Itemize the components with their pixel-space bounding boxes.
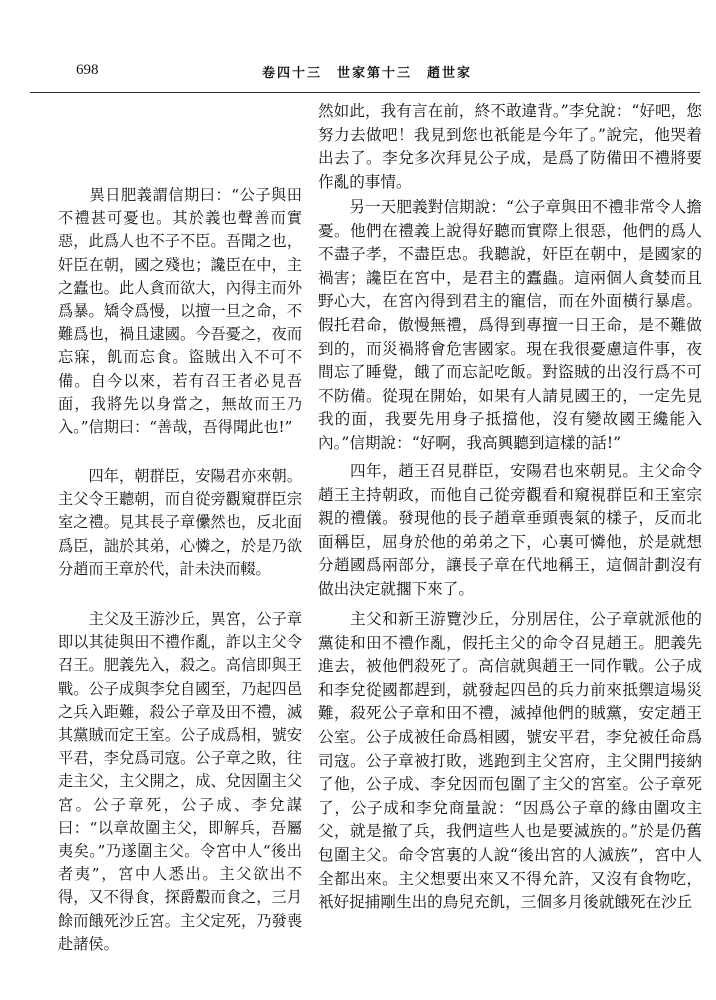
- page-header: [30, 62, 700, 88]
- page-number: 698: [76, 62, 99, 78]
- translation-paragraph-2: 四年，趙王召見群臣，安陽君也來朝見。主父命令趙王主持朝政，而他自己從旁觀看和窺視群臣和王室宗親的禮儀。發現他的長子趙章垂頭喪氣的樣子，反而北面稱臣，屈身於他的弟弟之下，心裏可憐他，於是就想分趙國爲兩部分，讓長子章在代地稱王，這個計劃沒有做出決定就擱下來了。: [318, 462, 702, 598]
- classical-paragraph-3: 主父及王游沙丘，異宮，公子章即以其徒與田不禮作亂，詐以主父令召王。肥義先入，殺之。高信即與王戰。公子成與李兌自國至，乃起四邑之兵入距難，殺公子章及田不禮，滅其黨賊而定王室。公子成爲相，號安平君，李兌爲司寇。公子章之敗，往走主父，主父開之，成、兌因圍主父宮。公子章死，公子成、李兌謀曰：“以章故圍主父，即解兵，吾屬夷矣。”乃遂圍主父。令宮中人“後出者夷”，宮中人悉出。主父欲出不得，又不得食，探爵鷇而食之，三月餘而餓死沙丘宮。主父定死，乃發喪赴諸侯。: [58, 610, 302, 953]
- classical-paragraph-2: 四年，朝群臣，安陽君亦來朝。主父令王聽朝，而自從旁觀窺群臣宗室之禮。見其長子章儽然也，反北面爲臣，詘於其弟，心憐之，於是乃欲分趙而王章於代，計未決而輟。: [58, 467, 302, 578]
- translation-paragraph-0: 然如此，我有言在前，終不敢違背。”李兌說：“好吧，您努力去做吧！我見到您也祇能是今年了。”說完，他哭着出去了。李兌多次拜見公子成，是爲了防備田不禮將要作亂的事情。: [318, 102, 702, 191]
- header-rule: [30, 92, 700, 93]
- classical-paragraph-1: 異日肥義謂信期曰：“公子與田不禮甚可憂也。其於義也聲善而實惡，此爲人也不子不臣。吾聞之也，奸臣在朝，國之殘也；讒臣在中，主之蠹也。此人貪而欲大，內得主而外爲暴。矯令爲慢，以擅一旦之命，不難爲也，禍且逮國。今吾憂之，夜而忘寐，飢而忘食。盜賊出入不可不備。自今以來，若有召王者必見吾面，我將先以身當之，無故而王乃入。”信期曰：“善哉，吾得聞此也!”: [58, 186, 302, 437]
- translation-paragraph-1: 另一天肥義對信期說：“公子章與田不禮非常令人擔憂。他們在禮義上說得好聽而實際上很惡，他們的爲人不盡子孝，不盡臣忠。我聽說，奸臣在朝中，是國家的禍害；讒臣在宮中，是君主的蠹蟲。這兩個人貪婪而且野心大，在宮內得到君主的寵信，而在外面橫行暴虐。假托君命，傲慢無禮，爲得到專擅一日王命，是不難做到的，而災禍將會危害國家。現在我很憂慮這件事，夜間忘了睡覺，餓了而忘記吃飯。對盜賊的出沒行爲不可不防備。從現在開始，如果有人請見國王的，一定先見我的面，我要先用身子抵擋他，沒有變故國王纔能入內。”信期說：“好啊，我高興聽到這樣的話!”: [318, 198, 702, 452]
- running-title: 卷四十三 世家第十三 趙世家: [262, 66, 473, 81]
- translation-paragraph-3: 主父和新王游覽沙丘，分別居住，公子章就派他的黨徒和田不禮作亂，假托主父的命令召見趙王。肥義先進去，被他們殺死了。高信就與趙王一同作戰。公子成和李兌從國都趕到，就發起四邑的兵力前來抵禦這場災難，殺死公子章和田不禮，滅掉他們的賊黨，安定趙王公室。公子成被任命爲相國，號安平君，李兌被任命爲司寇。公子章被打敗，逃跑到主父宮府，主父開門接納了他，公子成、李兌因而包圍了主父的宮室。公子章死了，公子成和李兌商量說：“因爲公子章的緣由圍攻主父，就是撤了兵，我們這些人也是要滅族的。”於是仍舊包圍主父。命令宮裏的人說“後出宮的人滅族”，宮中人全都出來。主父想要出來又不得允許，又沒有食物吃，衹好捉捕剛生出的鳥兒充飢，三個多月後就餓死在沙丘: [318, 610, 702, 912]
